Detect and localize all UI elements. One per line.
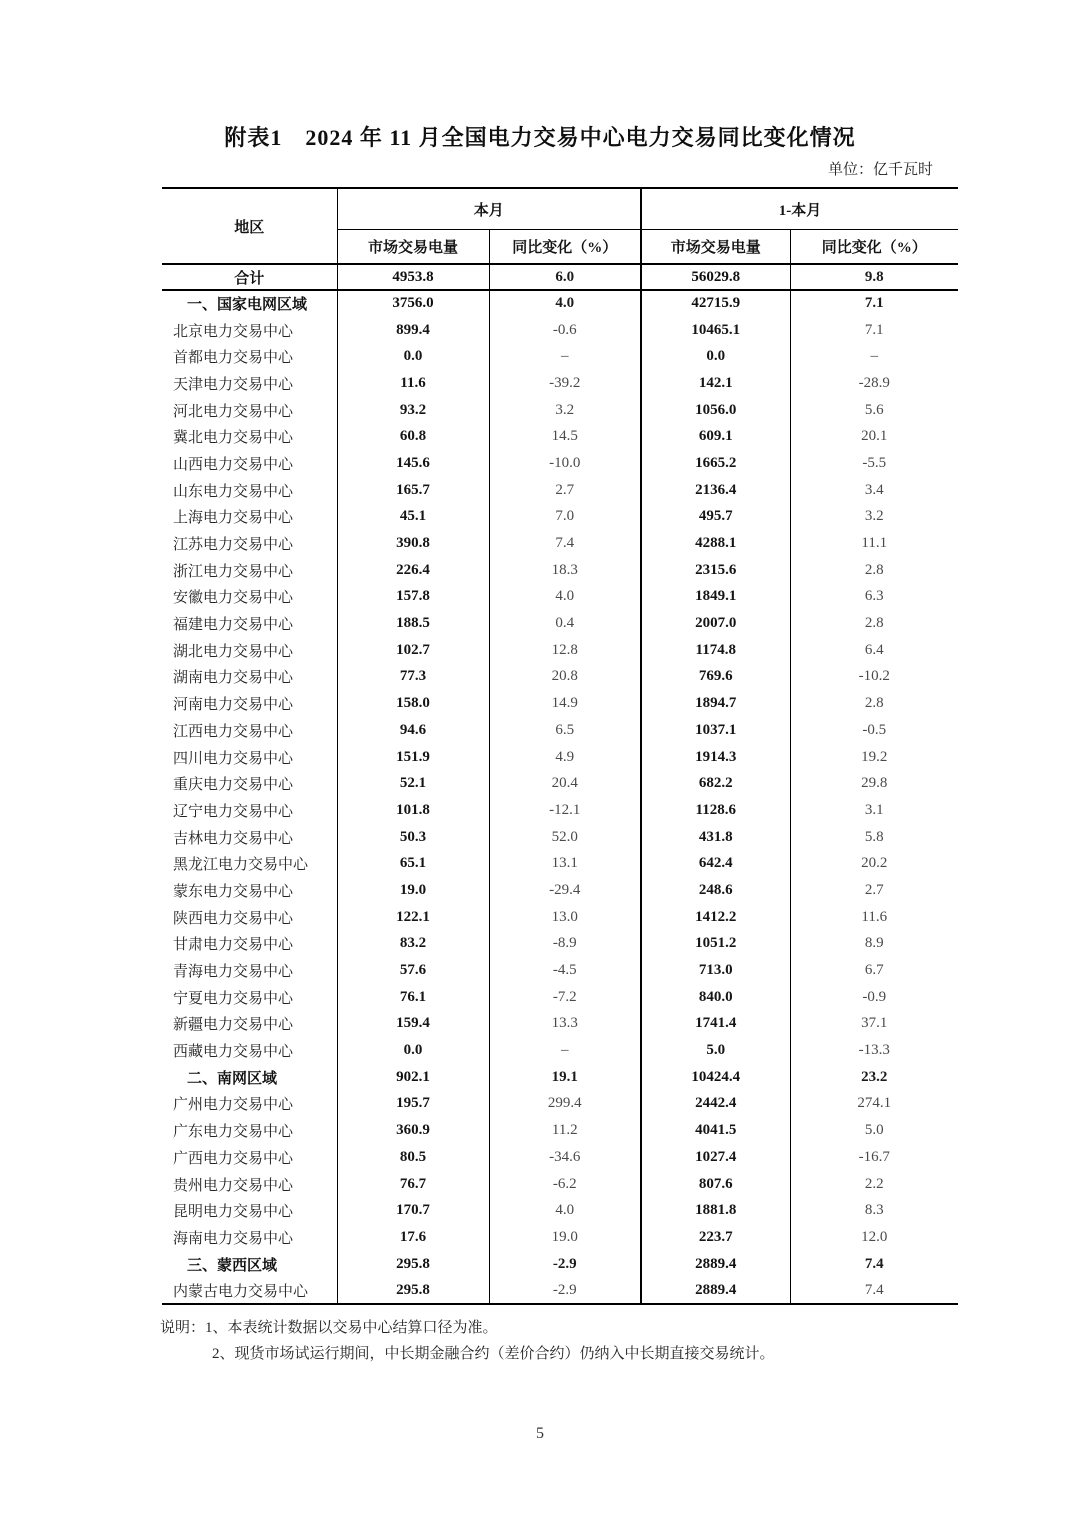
region-name-cell: 广西电力交易中心 [162, 1144, 337, 1171]
table-row [162, 1251, 958, 1278]
volume-cell: 76.1 [337, 984, 489, 1011]
table-row [162, 504, 958, 531]
yoy-change-cell: 7.4 [864, 1255, 884, 1272]
yoy-change-cell: 29.8 [861, 775, 888, 792]
region-name-cell: 湖北电力交易中心 [162, 637, 337, 664]
region-name-cell: 陕西电力交易中心 [162, 904, 337, 931]
yoy-change-cell: 19.2 [861, 748, 888, 765]
volume-cell: 1051.2 [641, 931, 790, 958]
table-row [162, 1091, 958, 1118]
yoy-change-cell: 2.8 [864, 615, 884, 632]
table-row [162, 664, 958, 691]
table-row [162, 717, 958, 744]
region-name-cell: 宁夏电力交易中心 [162, 984, 337, 1011]
yoy-change-cell: 8.9 [864, 935, 884, 952]
yoy-change-cell: -6.2 [489, 1171, 641, 1198]
region-name-cell: 四川电力交易中心 [162, 744, 337, 771]
region-name-cell: 首都电力交易中心 [162, 343, 337, 370]
table-notes [160, 1315, 1080, 1367]
volume-cell: 19.0 [337, 877, 489, 904]
region-name-cell: 天津电力交易中心 [162, 370, 337, 397]
table-row [162, 1011, 958, 1038]
yoy-change-cell: -0.9 [862, 988, 887, 1005]
table-body [162, 264, 958, 1304]
table-header [162, 188, 958, 264]
note-line-2: 2、现货市场试运行期间，中长期金融合约（差价合约）仍纳入中长期直接交易统计。 [212, 1346, 775, 1363]
volume-cell: 77.3 [337, 664, 489, 691]
header-yoy-cumulative: 同比变化（%） [790, 230, 958, 265]
volume-cell: 609.1 [641, 423, 790, 450]
yoy-change-cell: 274.1 [857, 1095, 892, 1112]
volume-cell: 195.7 [337, 1091, 489, 1118]
volume-cell: 101.8 [337, 797, 489, 824]
page-number: 5 [536, 1425, 544, 1442]
volume-cell: 52.1 [337, 770, 489, 797]
volume-cell: 76.7 [337, 1171, 489, 1198]
region-name-cell: 湖南电力交易中心 [162, 664, 337, 691]
volume-cell: 495.7 [641, 504, 790, 531]
yoy-change-cell: 20.1 [861, 428, 888, 445]
region-name-cell: 辽宁电力交易中心 [162, 797, 337, 824]
volume-cell: 0.0 [337, 343, 489, 370]
volume-cell: 0.0 [641, 343, 790, 370]
volume-cell: 899.4 [337, 317, 489, 344]
note-line-1: 说明：1、本表统计数据以交易中心结算口径为准。 [160, 1320, 498, 1337]
region-name-cell: 青海电力交易中心 [162, 957, 337, 984]
volume-cell: 83.2 [337, 931, 489, 958]
volume-cell: 2889.4 [641, 1277, 790, 1304]
yoy-change-cell: 6.0 [489, 264, 641, 290]
region-name-cell: 江西电力交易中心 [162, 717, 337, 744]
volume-cell: 4953.8 [337, 264, 489, 290]
yoy-change-cell: 5.0 [864, 1122, 884, 1139]
volume-cell: 56029.8 [641, 264, 790, 290]
yoy-change-cell: 9.8 [790, 264, 958, 290]
volume-cell: 2315.6 [641, 557, 790, 584]
region-name-cell: 黑龙江电力交易中心 [162, 850, 337, 877]
yoy-change-cell: 4.0 [489, 1197, 641, 1224]
volume-cell: 360.9 [337, 1117, 489, 1144]
region-name-cell: 海南电力交易中心 [162, 1224, 337, 1251]
volume-cell: 769.6 [641, 664, 790, 691]
volume-cell: 223.7 [641, 1224, 790, 1251]
volume-cell: 2442.4 [641, 1091, 790, 1118]
table-row [162, 1037, 958, 1064]
volume-cell: 10465.1 [641, 317, 790, 344]
region-name-cell: 河南电力交易中心 [162, 690, 337, 717]
table-row [162, 931, 958, 958]
yoy-change-cell: 6.7 [864, 962, 884, 979]
yoy-change-cell: -0.5 [862, 721, 887, 738]
volume-cell: 1412.2 [641, 904, 790, 931]
table-row [162, 557, 958, 584]
page-title: 附表1 2024 年 11 月全国电力交易中心电力交易同比变化情况 [224, 125, 856, 150]
header-cumulative-month: 1-本月 [641, 188, 958, 230]
table-row [162, 1197, 958, 1224]
region-name-cell: 冀北电力交易中心 [162, 423, 337, 450]
region-name-cell: 山东电力交易中心 [162, 477, 337, 504]
table-row [162, 904, 958, 931]
volume-cell: 80.5 [337, 1144, 489, 1171]
region-name-cell: 新疆电力交易中心 [162, 1011, 337, 1038]
volume-cell: 45.1 [337, 504, 489, 531]
volume-cell: 682.2 [641, 770, 790, 797]
region-name-cell: 一、国家电网区域 [162, 290, 337, 317]
yoy-change-cell: 11.2 [489, 1117, 641, 1144]
region-name-cell: 福建电力交易中心 [162, 610, 337, 637]
table-row [162, 343, 958, 370]
yoy-change-cell: 6.4 [864, 641, 884, 658]
table-row [162, 584, 958, 611]
yoy-change-cell: 3.2 [489, 397, 641, 424]
table-row [162, 824, 958, 851]
yoy-change-cell: -4.5 [489, 957, 641, 984]
yoy-change-cell: – [870, 348, 879, 365]
region-name-cell: 蒙东电力交易中心 [162, 877, 337, 904]
yoy-change-cell: 3.4 [864, 481, 884, 498]
table-row [162, 744, 958, 771]
volume-cell: 1741.4 [641, 1011, 790, 1038]
yoy-change-cell: -12.1 [489, 797, 641, 824]
volume-cell: 0.0 [337, 1037, 489, 1064]
table-row [162, 850, 958, 877]
region-name-cell: 山西电力交易中心 [162, 450, 337, 477]
volume-cell: 145.6 [337, 450, 489, 477]
table-row [162, 637, 958, 664]
volume-cell: 295.8 [337, 1277, 489, 1304]
yoy-change-cell: 8.3 [864, 1202, 884, 1219]
table-row [162, 1144, 958, 1171]
volume-cell: 122.1 [337, 904, 489, 931]
region-name-cell: 河北电力交易中心 [162, 397, 337, 424]
yoy-change-cell: -16.7 [858, 1148, 890, 1165]
volume-cell: 142.1 [641, 370, 790, 397]
volume-cell: 4288.1 [641, 530, 790, 557]
table-row [162, 770, 958, 797]
yoy-change-cell: – [489, 343, 641, 370]
header-volume-current: 市场交易电量 [337, 230, 489, 265]
table-row [162, 370, 958, 397]
table-row [162, 690, 958, 717]
yoy-change-cell: 7.4 [864, 1281, 884, 1298]
yoy-change-cell: 20.2 [861, 855, 888, 872]
header-volume-cumulative: 市场交易电量 [641, 230, 790, 265]
yoy-change-cell: 3.2 [864, 508, 884, 525]
yoy-change-cell: 5.6 [864, 401, 884, 418]
volume-cell: 57.6 [337, 957, 489, 984]
yoy-change-cell: 2.7 [864, 881, 884, 898]
volume-cell: 1894.7 [641, 690, 790, 717]
yoy-change-cell: 7.0 [489, 504, 641, 531]
yoy-change-cell: 7.1 [864, 295, 884, 312]
yoy-change-cell: -34.6 [489, 1144, 641, 1171]
yoy-change-cell: – [489, 1037, 641, 1064]
volume-cell: 11.6 [337, 370, 489, 397]
volume-cell: 1027.4 [641, 1144, 790, 1171]
table-row [162, 1117, 958, 1144]
region-name-cell: 浙江电力交易中心 [162, 557, 337, 584]
table-row [162, 1277, 958, 1304]
volume-cell: 1037.1 [641, 717, 790, 744]
yoy-change-cell: 2.8 [864, 561, 884, 578]
yoy-change-cell: 20.8 [489, 664, 641, 691]
volume-cell: 295.8 [337, 1251, 489, 1278]
volume-cell: 226.4 [337, 557, 489, 584]
volume-cell: 2136.4 [641, 477, 790, 504]
volume-cell: 2007.0 [641, 610, 790, 637]
volume-cell: 93.2 [337, 397, 489, 424]
volume-cell: 157.8 [337, 584, 489, 611]
yoy-change-cell: 6.5 [489, 717, 641, 744]
region-name-cell: 北京电力交易中心 [162, 317, 337, 344]
yoy-change-cell: -10.0 [489, 450, 641, 477]
yoy-change-cell: 14.5 [489, 423, 641, 450]
header-current-month: 本月 [337, 188, 641, 230]
volume-cell: 5.0 [641, 1037, 790, 1064]
yoy-change-cell: 13.1 [489, 850, 641, 877]
yoy-change-cell: 19.0 [489, 1224, 641, 1251]
yoy-change-cell: 4.9 [489, 744, 641, 771]
region-name-cell: 昆明电力交易中心 [162, 1197, 337, 1224]
volume-cell: 165.7 [337, 477, 489, 504]
volume-cell: 390.8 [337, 530, 489, 557]
yoy-change-cell: 0.4 [489, 610, 641, 637]
region-name-cell: 吉林电力交易中心 [162, 824, 337, 851]
table-row [162, 1064, 958, 1091]
region-name-cell: 内蒙古电力交易中心 [162, 1277, 337, 1304]
volume-cell: 188.5 [337, 610, 489, 637]
table-row [162, 290, 958, 317]
yoy-change-cell: -39.2 [489, 370, 641, 397]
power-trading-table [162, 187, 958, 1305]
yoy-change-cell: 12.0 [861, 1228, 888, 1245]
volume-cell: 158.0 [337, 690, 489, 717]
yoy-change-cell: 6.3 [864, 588, 884, 605]
header-region: 地区 [162, 188, 337, 264]
region-name-cell: 西藏电力交易中心 [162, 1037, 337, 1064]
yoy-change-cell: 18.3 [489, 557, 641, 584]
yoy-change-cell: 23.2 [861, 1068, 888, 1085]
yoy-change-cell: -2.9 [489, 1277, 641, 1304]
volume-cell: 17.6 [337, 1224, 489, 1251]
yoy-change-cell: 11.1 [861, 535, 888, 552]
table-row [162, 984, 958, 1011]
table-row [162, 450, 958, 477]
region-name-cell: 合计 [162, 264, 337, 290]
volume-cell: 2889.4 [641, 1251, 790, 1278]
region-name-cell: 上海电力交易中心 [162, 504, 337, 531]
volume-cell: 902.1 [337, 1064, 489, 1091]
yoy-change-cell: 14.9 [489, 690, 641, 717]
region-name-cell: 安徽电力交易中心 [162, 584, 337, 611]
yoy-change-cell: 52.0 [489, 824, 641, 851]
volume-cell: 3756.0 [337, 290, 489, 317]
volume-cell: 713.0 [641, 957, 790, 984]
region-name-cell: 甘肃电力交易中心 [162, 931, 337, 958]
yoy-change-cell: 13.3 [489, 1011, 641, 1038]
yoy-change-cell: -13.3 [858, 1042, 890, 1059]
volume-cell: 807.6 [641, 1171, 790, 1198]
volume-cell: 42715.9 [641, 290, 790, 317]
yoy-change-cell: 7.4 [489, 530, 641, 557]
region-name-cell: 二、南网区域 [162, 1064, 337, 1091]
volume-cell: 102.7 [337, 637, 489, 664]
volume-cell: 159.4 [337, 1011, 489, 1038]
yoy-change-cell: 4.0 [489, 584, 641, 611]
region-name-cell: 广州电力交易中心 [162, 1091, 337, 1118]
table-row [162, 797, 958, 824]
unit-label: 单位：亿千瓦时 [827, 162, 933, 178]
yoy-change-cell: 19.1 [489, 1064, 641, 1091]
table-row [162, 610, 958, 637]
yoy-change-cell: 3.1 [864, 801, 884, 818]
yoy-change-cell: -29.4 [489, 877, 641, 904]
region-name-cell: 广东电力交易中心 [162, 1117, 337, 1144]
yoy-change-cell: 37.1 [861, 1015, 888, 1032]
volume-cell: 642.4 [641, 850, 790, 877]
volume-cell: 1056.0 [641, 397, 790, 424]
table-row [162, 477, 958, 504]
region-name-cell: 贵州电力交易中心 [162, 1171, 337, 1198]
volume-cell: 50.3 [337, 824, 489, 851]
volume-cell: 10424.4 [641, 1064, 790, 1091]
volume-cell: 1128.6 [641, 797, 790, 824]
yoy-change-cell: 13.0 [489, 904, 641, 931]
yoy-change-cell: 5.8 [864, 828, 884, 845]
yoy-change-cell: -7.2 [489, 984, 641, 1011]
yoy-change-cell: -5.5 [862, 454, 887, 471]
yoy-change-cell: 4.0 [489, 290, 641, 317]
table-row [162, 1224, 958, 1251]
volume-cell: 60.8 [337, 423, 489, 450]
volume-cell: 431.8 [641, 824, 790, 851]
volume-cell: 94.6 [337, 717, 489, 744]
table-row [162, 957, 958, 984]
yoy-change-cell: 2.7 [489, 477, 641, 504]
region-name-cell: 重庆电力交易中心 [162, 770, 337, 797]
volume-cell: 1174.8 [641, 637, 790, 664]
yoy-change-cell: -2.9 [489, 1251, 641, 1278]
yoy-change-cell: 11.6 [861, 908, 888, 925]
table-row [162, 1171, 958, 1198]
volume-cell: 1881.8 [641, 1197, 790, 1224]
yoy-change-cell: -8.9 [489, 931, 641, 958]
volume-cell: 1914.3 [641, 744, 790, 771]
yoy-change-cell: -10.2 [858, 668, 890, 685]
header-yoy-current: 同比变化（%） [489, 230, 641, 265]
yoy-change-cell: 299.4 [489, 1091, 641, 1118]
yoy-change-cell: 20.4 [489, 770, 641, 797]
volume-cell: 248.6 [641, 877, 790, 904]
volume-cell: 170.7 [337, 1197, 489, 1224]
volume-cell: 4041.5 [641, 1117, 790, 1144]
table-row [162, 317, 958, 344]
table-row [162, 530, 958, 557]
yoy-change-cell: 2.2 [864, 1175, 884, 1192]
yoy-change-cell: -28.9 [858, 374, 890, 391]
yoy-change-cell: -0.6 [489, 317, 641, 344]
yoy-change-cell: 7.1 [864, 321, 884, 338]
table-row [162, 397, 958, 424]
table-row [162, 877, 958, 904]
table-row [162, 264, 958, 290]
yoy-change-cell: 12.8 [489, 637, 641, 664]
region-name-cell: 江苏电力交易中心 [162, 530, 337, 557]
header-row-groups [162, 188, 958, 230]
yoy-change-cell: 2.8 [864, 695, 884, 712]
volume-cell: 151.9 [337, 744, 489, 771]
region-name-cell: 三、蒙西区域 [162, 1251, 337, 1278]
table-row [162, 423, 958, 450]
volume-cell: 1665.2 [641, 450, 790, 477]
volume-cell: 65.1 [337, 850, 489, 877]
volume-cell: 840.0 [641, 984, 790, 1011]
volume-cell: 1849.1 [641, 584, 790, 611]
